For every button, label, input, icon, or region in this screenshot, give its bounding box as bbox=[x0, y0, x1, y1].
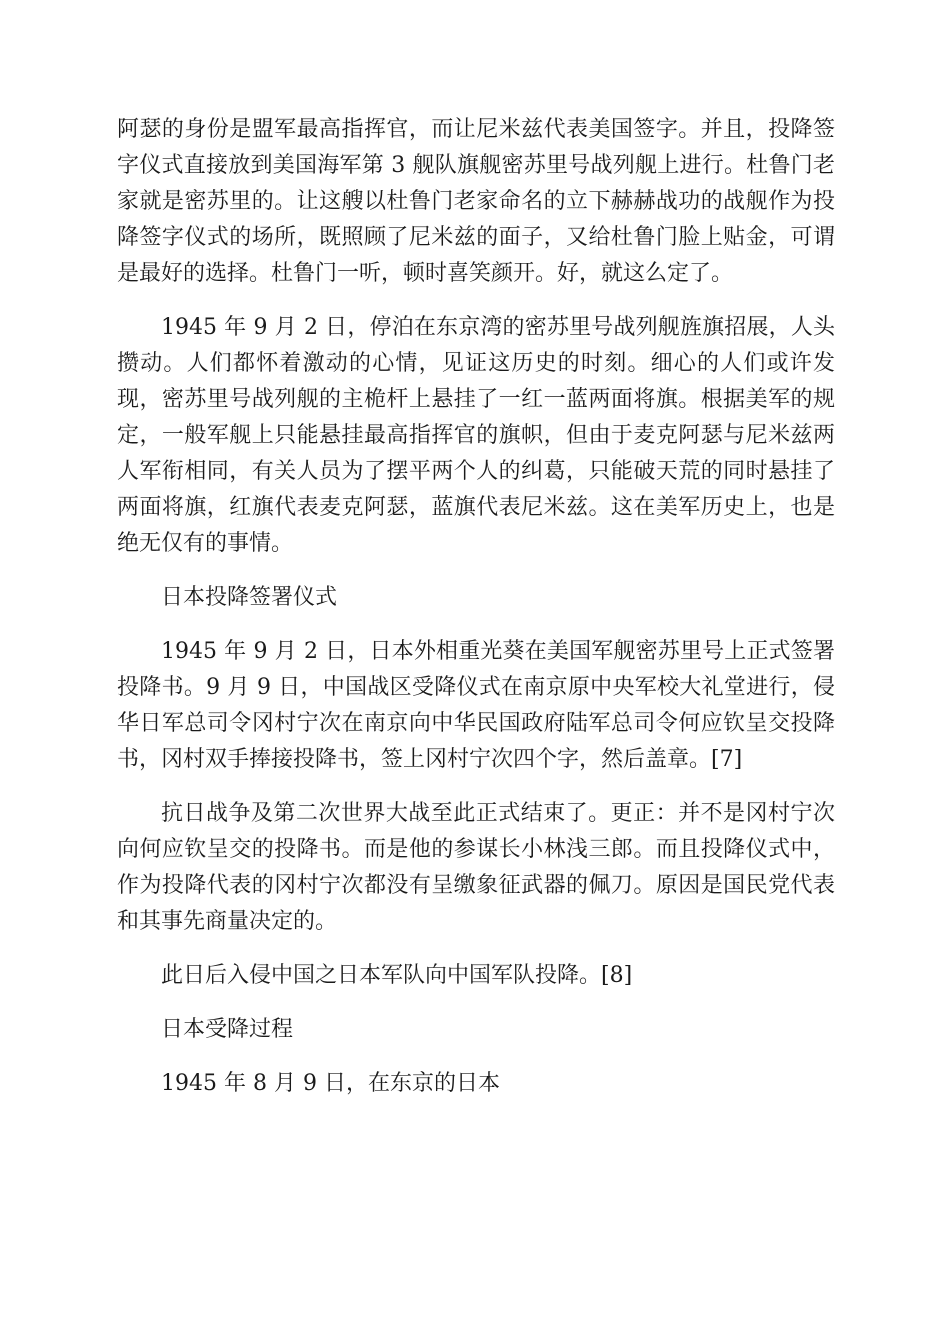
document-body bbox=[117, 112, 835, 1120]
paragraph-signing-details: 1945 年 9 月 2 日，日本外相重光葵在美国军舰密苏里号上正式签署投降书。9 月 9 日，中国战区受降仪式在南京原中央军校大礼堂进行，侵华日军总司令冈村宁次在南京向中华民国政府陆军总司令何应钦呈交投降书，冈村双手捧接投降书，签上冈村宁次四个字，然后盖章。[7] bbox=[117, 639, 835, 772]
paragraph-continuation: 阿瑟的身份是盟军最高指挥官，而让尼米兹代表美国签字。并且，投降签字仪式直接放到美国海军第 3 舰队旗舰密苏里号战列舰上进行。杜鲁门老家就是密苏里的。让这艘以杜鲁门老家命名的立下赫赫战功的战舰作为投降签字仪式的场所，既照顾了尼米兹的面子，又给杜鲁门脸上贴金，可谓是最好的选择。杜鲁门一听，顿时喜笑颜开。好，就这么定了。 bbox=[117, 117, 835, 286]
section-heading-signing-ceremony: 日本投降签署仪式 bbox=[161, 585, 338, 610]
section-heading-surrender-process: 日本受降过程 bbox=[161, 1017, 294, 1042]
paragraph-correction: 抗日战争及第二次世界大战至此正式结束了。更正：并不是冈村宁次向何应钦呈交的投降书。而是他的参谋长小林浅三郎。而且投降仪式中，作为投降代表的冈村宁次都没有呈缴象征武器的佩刀。原因是国民党代表和其事先商量决定的。 bbox=[117, 801, 835, 934]
paragraph-surrender-process-start: 1945 年 8 月 9 日，在东京的日本 bbox=[161, 1071, 500, 1096]
paragraph-surrender-to-china: 此日后入侵中国之日本军队向中国军队投降。[8] bbox=[161, 963, 633, 988]
paragraph-missouri-ceremony: 1945 年 9 月 2 日，停泊在东京湾的密苏里号战列舰旌旗招展，人头攒动。人们都怀着激动的心情，见证这历史的时刻。细心的人们或许发现，密苏里号战列舰的主桅杆上悬挂了一红一蓝两面将旗。根据美军的规定，一般军舰上只能悬挂最高指挥官的旗帜，但由于麦克阿瑟与尼米兹两人军衔相同，有关人员为了摆平两个人的纠葛，只能破天荒的同时悬挂了两面将旗，红旗代表麦克阿瑟，蓝旗代表尼米兹。这在美军历史上，也是绝无仅有的事情。 bbox=[117, 315, 835, 556]
